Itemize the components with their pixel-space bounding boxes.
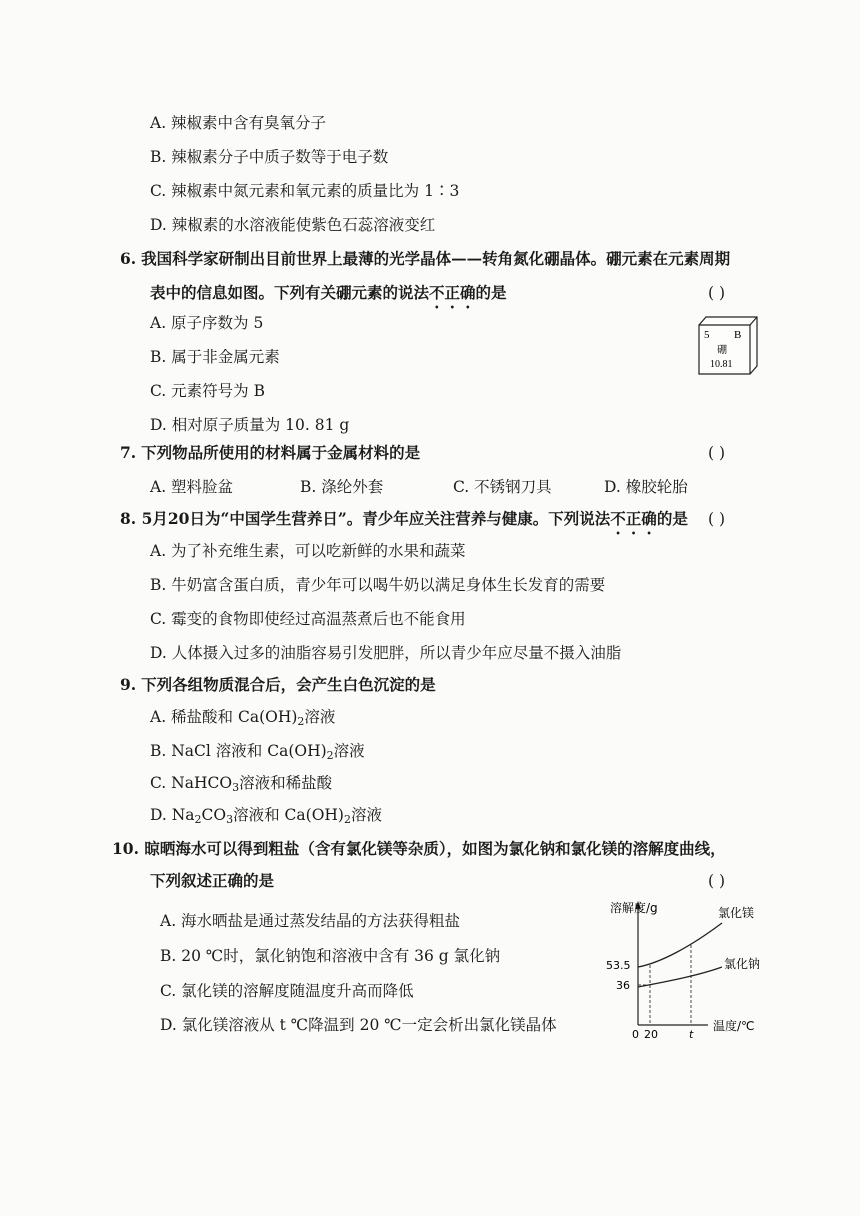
q10-option-c: C. 氯化镁的溶解度随温度升高而降低 <box>160 982 414 1000</box>
element-card-figure <box>698 316 758 378</box>
q8-stem <box>120 508 688 538</box>
q10-answer-paren: ( ) <box>708 872 726 890</box>
q8-option-a: A. 为了补充维生素，可以吃新鲜的水果和蔬菜 <box>150 542 466 560</box>
q9-number: 9. <box>120 675 137 694</box>
y-tick-53-5: 53.5 <box>606 959 631 972</box>
solubility-chart <box>600 895 770 1040</box>
q5-option-b: B. 辣椒素分子中质子数等于电子数 <box>150 148 389 166</box>
q9-option-d-mid: CO <box>201 806 227 824</box>
q5-option-d: D. 辣椒素的水溶液能使紫色石蕊溶液变红 <box>150 216 436 234</box>
q9-option-a <box>150 706 335 733</box>
q10-stem-line1 <box>112 838 726 860</box>
q8-stem-emph: 不正确 <box>610 509 657 528</box>
x-tick-0: 0 <box>632 1028 639 1040</box>
element-mass: 10.81 <box>710 359 733 370</box>
q10-option-d: D. 氯化镁溶液从 t ℃降温到 20 ℃一定会析出氯化镁晶体 <box>160 1016 557 1034</box>
q6-option-c: C. 元素符号为 B <box>150 382 265 400</box>
q6-stem-line1 <box>120 248 730 270</box>
q7-number: 7. <box>120 443 137 462</box>
q6-line2-post: 的是 <box>475 283 507 302</box>
element-symbol: B <box>734 329 742 341</box>
series-label-mgcl2: 氯化镁 <box>718 906 755 920</box>
q9-option-c <box>150 772 332 799</box>
q9-option-c-sub: 3 <box>232 781 240 794</box>
q8-stem-post: 的是 <box>656 509 688 528</box>
q6-option-d: D. 相对原子质量为 10. 81 g <box>150 416 350 434</box>
q9-option-d-pre: D. Na <box>150 806 195 824</box>
q6-answer-paren: ( ) <box>708 284 726 302</box>
q8-option-b: B. 牛奶富含蛋白质，青少年可以喝牛奶以满足身体生长发育的需要 <box>150 576 606 594</box>
q9-option-c-post: 溶液和稀盐酸 <box>239 774 333 792</box>
y-axis-label: 溶解度/g <box>610 901 658 915</box>
q7-option-d: D. 橡胶轮胎 <box>604 478 688 496</box>
q10-line1: 晾晒海水可以得到粗盐（含有氯化镁等杂质），如图为氯化钠和氯化镁的溶解度曲线， <box>144 839 726 858</box>
q9-option-a-post: 溶液 <box>304 708 336 726</box>
q7-stem-text: 下列物品所使用的材料属于金属材料的是 <box>141 443 421 462</box>
q6-line2-pre: 表中的信息如图。下列有关硼元素的说法 <box>150 283 430 302</box>
q6-number: 6. <box>120 249 137 268</box>
q7-answer-paren: ( ) <box>708 444 726 462</box>
q9-option-b <box>150 740 365 767</box>
q6-line2-emph: 不正确 <box>429 283 476 302</box>
q9-option-b-pre: B. NaCl 溶液和 Ca(OH) <box>150 742 327 760</box>
q9-option-d-mid2: 溶液和 Ca(OH) <box>233 806 344 824</box>
solubility-chart-svg <box>600 895 770 1040</box>
q8-option-c: C. 霉变的食物即使经过高温蒸煮后也不能食用 <box>150 610 466 628</box>
curve-nacl <box>638 967 722 987</box>
q7-option-a: A. 塑料脸盆 <box>150 478 234 496</box>
q6-stem-line2 <box>150 282 507 312</box>
q9-option-b-post: 溶液 <box>333 742 365 760</box>
q9-option-d-sub1: 2 <box>194 813 202 826</box>
q10-number: 10. <box>112 839 139 858</box>
q9-stem-text: 下列各组物质混合后，会产生白色沉淀的是 <box>141 675 436 694</box>
q8-number: 8. <box>120 509 137 528</box>
q8-answer-paren: ( ) <box>708 510 726 528</box>
q9-option-a-pre: A. 稀盐酸和 Ca(OH) <box>150 708 298 726</box>
q5-option-a: A. 辣椒素中含有臭氧分子 <box>150 114 327 132</box>
q7-stem <box>120 442 420 464</box>
q10-stem-line2: 下列叙述正确的是 <box>150 871 275 890</box>
element-name: 硼 <box>717 345 727 356</box>
x-axis-label: 温度/℃ <box>713 1019 755 1033</box>
q10-option-a: A. 海水晒盐是通过蒸发结晶的方法获得粗盐 <box>160 912 461 930</box>
q9-option-d-post: 溶液 <box>350 806 382 824</box>
q8-stem-pre: 5月20日为“中国学生营养日”。青少年应关注营养与健康。下列说法 <box>141 509 611 528</box>
q6-line1: 我国科学家研制出目前世界上最薄的光学晶体——转角氮化硼晶体。硼元素在元素周期 <box>141 249 731 268</box>
q9-option-d-sub2: 3 <box>226 813 234 826</box>
q7-option-c: C. 不锈钢刀具 <box>453 478 552 496</box>
y-tick-36: 36 <box>616 979 630 992</box>
q9-option-a-sub: 2 <box>297 715 305 728</box>
q7-option-b: B. 涤纶外套 <box>300 478 384 496</box>
q9-option-d <box>150 804 382 831</box>
element-number: 5 <box>704 329 710 341</box>
q10-option-b: B. 20 ℃时，氯化钠饱和溶液中含有 36 g 氯化钠 <box>160 947 501 965</box>
q6-option-b: B. 属于非金属元素 <box>150 348 280 366</box>
q9-stem <box>120 674 436 696</box>
q9-option-d-sub3: 2 <box>343 813 351 826</box>
q5-option-c: C. 辣椒素中氮元素和氧元素的质量比为 1∶3 <box>150 182 460 200</box>
curve-mgcl2 <box>638 923 722 967</box>
q9-option-b-sub: 2 <box>326 749 334 762</box>
q6-option-a: A. 原子序数为 5 <box>150 314 264 332</box>
q9-option-c-pre: C. NaHCO <box>150 774 233 792</box>
element-card <box>698 316 754 374</box>
x-tick-t: t <box>689 1028 694 1040</box>
x-tick-20: 20 <box>644 1028 658 1040</box>
series-label-nacl: 氯化钠 <box>724 957 761 971</box>
q8-option-d: D. 人体摄入过多的油脂容易引发肥胖，所以青少年应尽量不摄入油脂 <box>150 644 622 662</box>
